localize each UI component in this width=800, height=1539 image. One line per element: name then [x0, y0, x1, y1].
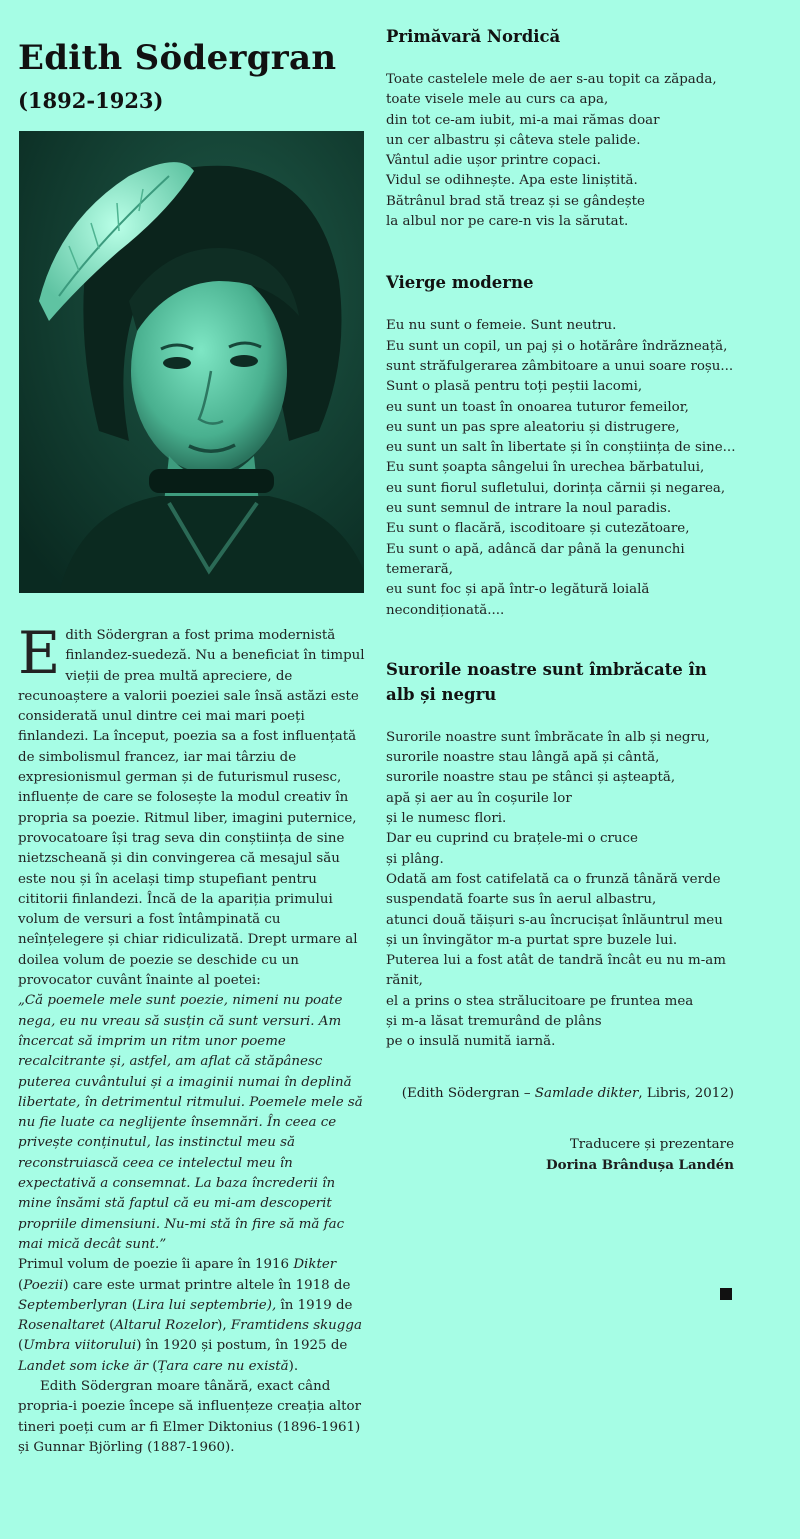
- works-text: (: [147, 1358, 158, 1374]
- author-quote: „Că poemele mele sunt poezie, nimeni nu poate nega, eu nu vreau să susțin că sunt versuri. Am încercat să imprim un ritm unor poeme recalcitrante și, astfel, am aflat că stăpânesc puterea cuvântului și a imaginii numai în deplină libertate, în detrimentul ritmului. Poemele mele să nu fie luate ca neglijente însemnări. În ceea ce privește conținutul, las instinctul meu să reconstruiască ceea ce intelectul meu în expectativă a consemnat. La baza încrederii în mine însămi stă faptul că eu mi-am descoperit propriile dimensiuni. Nu-mi stă în fire să mă fac mai mică decât sunt.”: [18, 993, 363, 1252]
- end-mark-icon: [720, 1288, 732, 1300]
- works-text: (: [18, 1277, 24, 1293]
- citation-text: (Edith Södergran –: [401, 1085, 535, 1101]
- poem-line: Odată am fost catifelată ca o frunză tânără verde: [386, 871, 721, 887]
- poem-line: un cer albastru și câteva stele palide.: [386, 132, 641, 148]
- poem-line: din tot ce-am iubit, mi-a mai rămas doar: [386, 112, 660, 128]
- poem-line: Sunt o plasă pentru toți peștii lacomi,: [386, 379, 643, 395]
- poem-title: Primăvară Nordică: [386, 27, 561, 46]
- poem-line: eu sunt foc și apă într-o legătură loială necondiționată....: [386, 582, 650, 618]
- works-text: (: [18, 1338, 24, 1354]
- portrait-image: [19, 131, 364, 593]
- work-title: Septemberlyran: [18, 1297, 128, 1313]
- works-text: (: [127, 1297, 137, 1313]
- poem-line: Dar eu cuprind cu brațele-mi o cruce: [386, 831, 638, 847]
- poem-line: și plâng.: [386, 851, 444, 867]
- work-title: Landet som icke är: [18, 1358, 148, 1374]
- work-title: Framtidens skugga: [230, 1318, 362, 1334]
- poem-line: la albul nor pe care-n vis la sărutat.: [386, 214, 629, 230]
- poem-line: Surorile noastre sunt îmbrăcate în alb și negru,: [386, 729, 710, 745]
- bio-intro-text: dith Södergran a fost prima modernistă finlandez-suedeză. Nu a beneficiat în timpul vieții de prea multă apreciere, de recunoaștere a valorii poeziei sale însă astăzi este considerată unul dintre cei mai mari poeți finlandezi. La început, poezia sa a fost influențată de simbolismul francez, iar mai târziu de expresionismul german și de futurismul rusesc, influențe de care se folosește la modul creativ în propria sa poezie. Ritmul liber, imagini puternice, provocatoare își trag seva din conștiința de sine nietzscheană și din convingerea că mesajul său este nou și în același timp stupefiant pentru cititorii finlandezi. Încă de la apariția primului volum de versuri a fost întâmpinată cu neînțelegere și chiar ridiculizată. Drept urmare al doilea volum de poezie se deschide cu un provocator cuvânt înainte al poetei:: [18, 628, 365, 989]
- translator-name: Dorina Brândușa Landén: [546, 1156, 734, 1173]
- work-translation: Țara care nu există: [157, 1358, 289, 1374]
- work-translation: Poezii: [23, 1277, 64, 1293]
- poem-line: eu sunt un salt în libertate și în conștiința de sine...: [386, 440, 736, 456]
- poem-line: și m-a lăsat tremurând de plâns: [386, 1013, 602, 1029]
- poem-line: Eu sunt o flacără, iscoditoare și cutezătoare,: [386, 521, 690, 537]
- poem-line: și le numesc flori.: [386, 811, 507, 827]
- bio-ending-paragraph: Edith Södergran moare tânără, exact când propria-i poezie începe să influențeze creația altor tineri poeți cum ar fi Elmer Diktonius (1896-1961) și Gunnar Björling (1887-1960).: [18, 1378, 361, 1455]
- author-years: (1892-1923): [18, 88, 164, 113]
- poem-line: Eu sunt șoapta sângelui în urechea bărbatului,: [386, 460, 705, 476]
- poem-line: atunci două tăișuri s-au încrucișat înlăuntrul meu: [386, 912, 723, 928]
- poem-line: Bătrânul brad stă treaz și se gândește: [386, 193, 645, 209]
- bio-intro-paragraph: [18, 619, 366, 991]
- works-text: în 1919 de: [276, 1297, 353, 1313]
- bio-works-paragraph: [18, 1255, 366, 1377]
- works-text: ).: [288, 1358, 299, 1374]
- poem-line: Eu nu sunt o femeie. Sunt neutru.: [386, 318, 617, 334]
- biography: [18, 619, 366, 1458]
- poem-line: surorile noastre stau pe stânci și așteaptă,: [386, 770, 676, 786]
- works-text: ),: [217, 1318, 231, 1334]
- works-text: ) care este urmat printre altele în 1918 de: [63, 1277, 351, 1293]
- poem-line: pe o insulă numită iarnă.: [386, 1034, 556, 1050]
- work-translation: Lira lui septembrie),: [136, 1297, 277, 1313]
- poem-body: [386, 70, 738, 232]
- work-title: Rosenaltaret: [18, 1318, 105, 1334]
- poem-title: Vierge moderne: [386, 273, 534, 293]
- works-text: Primul volum de poezie îi apare în 1916: [18, 1257, 294, 1273]
- poem-line: și un învingător m-a purtat spre buzele lui.: [386, 932, 678, 948]
- poem-title: Surorile noastre sunt îmbrăcate în alb și negru: [386, 659, 707, 704]
- poem-body: [386, 316, 738, 620]
- poem-line: eu sunt un pas spre aleatoriu și distrugere,: [386, 419, 680, 435]
- poem-line: Toate castelele mele de aer s-au topit ca zăpada,: [386, 72, 717, 87]
- poem-line: Eu sunt o apă, adâncă dar până la genunchi temerară,: [386, 541, 685, 577]
- poem-line: Puterea lui a fost atât de tandră încât eu nu m-am rănit,: [386, 953, 726, 989]
- drop-cap: E: [18, 619, 61, 687]
- poem-line: Vântul adie ușor printre copaci.: [386, 153, 601, 169]
- credit-label: Traducere și prezentare: [569, 1136, 734, 1152]
- work-translation: Umbra viitorului: [23, 1338, 137, 1354]
- work-translation: Altarul Rozelor: [114, 1318, 218, 1334]
- poem-line: surorile noastre stau lângă apă și cântă,: [386, 750, 660, 766]
- poem-line: apă și aer au în coșurile lor: [386, 790, 572, 806]
- citation-book-title: Samlade dikter: [534, 1085, 639, 1101]
- poem-line: Eu sunt un copil, un paj și o hotărâre îndrăzneață,: [386, 338, 728, 354]
- translation-credit: [386, 1135, 738, 1175]
- source-citation: [386, 1084, 738, 1104]
- poem-body: [386, 728, 738, 1053]
- poem-line: toate visele mele au curs ca apa,: [386, 92, 609, 108]
- poem-line: sunt străfulgerarea zâmbitoare a unui soare roșu...: [386, 358, 734, 374]
- poem-line: eu sunt semnul de intrare la noul paradis.: [386, 501, 672, 517]
- poems-column: [386, 24, 738, 1175]
- poem-line: eu sunt un toast în onoarea tuturor femeilor,: [386, 399, 689, 415]
- works-text: ) în 1920 și postum, în 1925 de: [136, 1338, 348, 1354]
- author-portrait: [19, 131, 364, 593]
- poem-line: Vidul se odihnește. Apa este liniștită.: [386, 173, 638, 189]
- page-title: Edith Södergran: [18, 38, 337, 78]
- poem-line: eu sunt fiorul sufletului, dorința cărnii și negarea,: [386, 480, 726, 496]
- work-title: Dikter: [293, 1257, 337, 1273]
- poem-line: el a prins o stea strălucitoare pe fruntea mea: [386, 993, 694, 1009]
- citation-text: , Libris, 2012): [638, 1085, 734, 1101]
- poem-line: suspendată foarte sus în aerul albastru,: [386, 892, 657, 908]
- works-text: (: [104, 1318, 115, 1334]
